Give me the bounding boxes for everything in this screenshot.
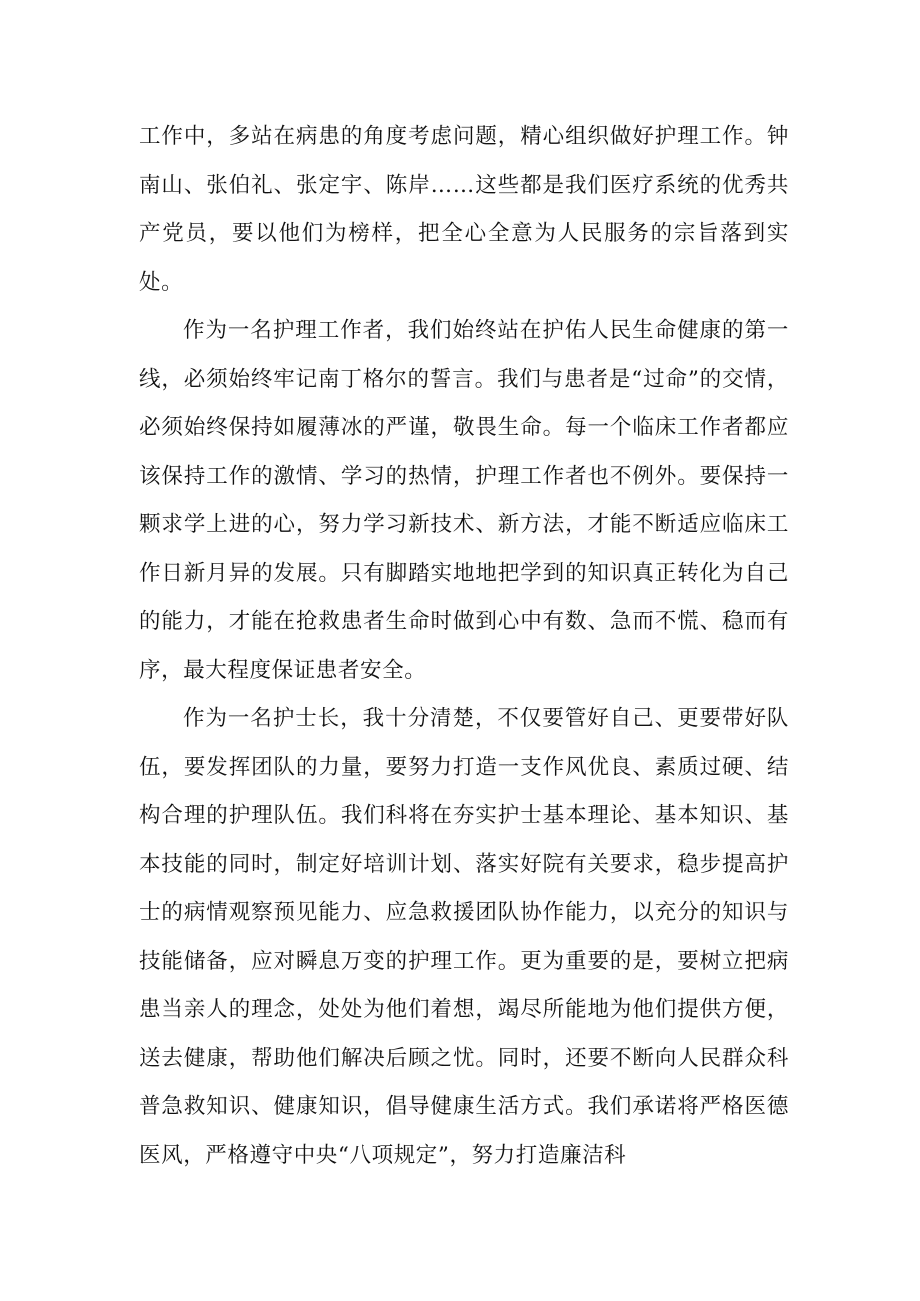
document-body [139, 113, 789, 1180]
paragraph-3: 作为一名护士长，我十分清楚，不仅要管好自己、更要带好队伍，要发挥团队的力量，要努力打造一支作风优良、素质过硬、结构合理的护理队伍。我们科将在夯实护士基本理论、基本知识、基本技能的同时，制定好培训计划、落实好院有关要求，稳步提高护士的病情观察预见能力、应急救援团队协作能力，以充分的知识与技能储备，应对瞬息万变的护理工作。更为重要的是，要树立把病患当亲人的理念，处处为他们着想，竭尽所能地为他们提供方便，送去健康，帮助他们解决后顾之忧。同时，还要不断向人民群众科普急救知识、健康知识，倡导健康生活方式。我们承诺将严格医德医风，严格遵守中央“八项规定”，努力打造廉洁科 [139, 706, 789, 1168]
paragraph-1: 工作中，多站在病患的角度考虑问题，精心组织做好护理工作。钟南山、张伯礼、张定宇、陈岸……这些都是我们医疗系统的优秀共产党员，要以他们为榜样，把全心全意为人民服务的宗旨落到实处。 [139, 124, 789, 295]
paragraph-2: 作为一名护理工作者，我们始终站在护佑人民生命健康的第一线，必须始终牢记南丁格尔的誓言。我们与患者是“过命”的交情，必须始终保持如履薄冰的严谨，敬畏生命。每一个临床工作者都应该保持工作的激情、学习的热情，护理工作者也不例外。要保持一颗求学上进的心，努力学习新技术、新方法，才能不断适应临床工作日新月异的发展。只有脚踏实地地把学到的知识真正转化为自己的能力，才能在抢救患者生命时做到心中有数、急而不慌、稳而有序，最大程度保证患者安全。 [139, 318, 789, 683]
